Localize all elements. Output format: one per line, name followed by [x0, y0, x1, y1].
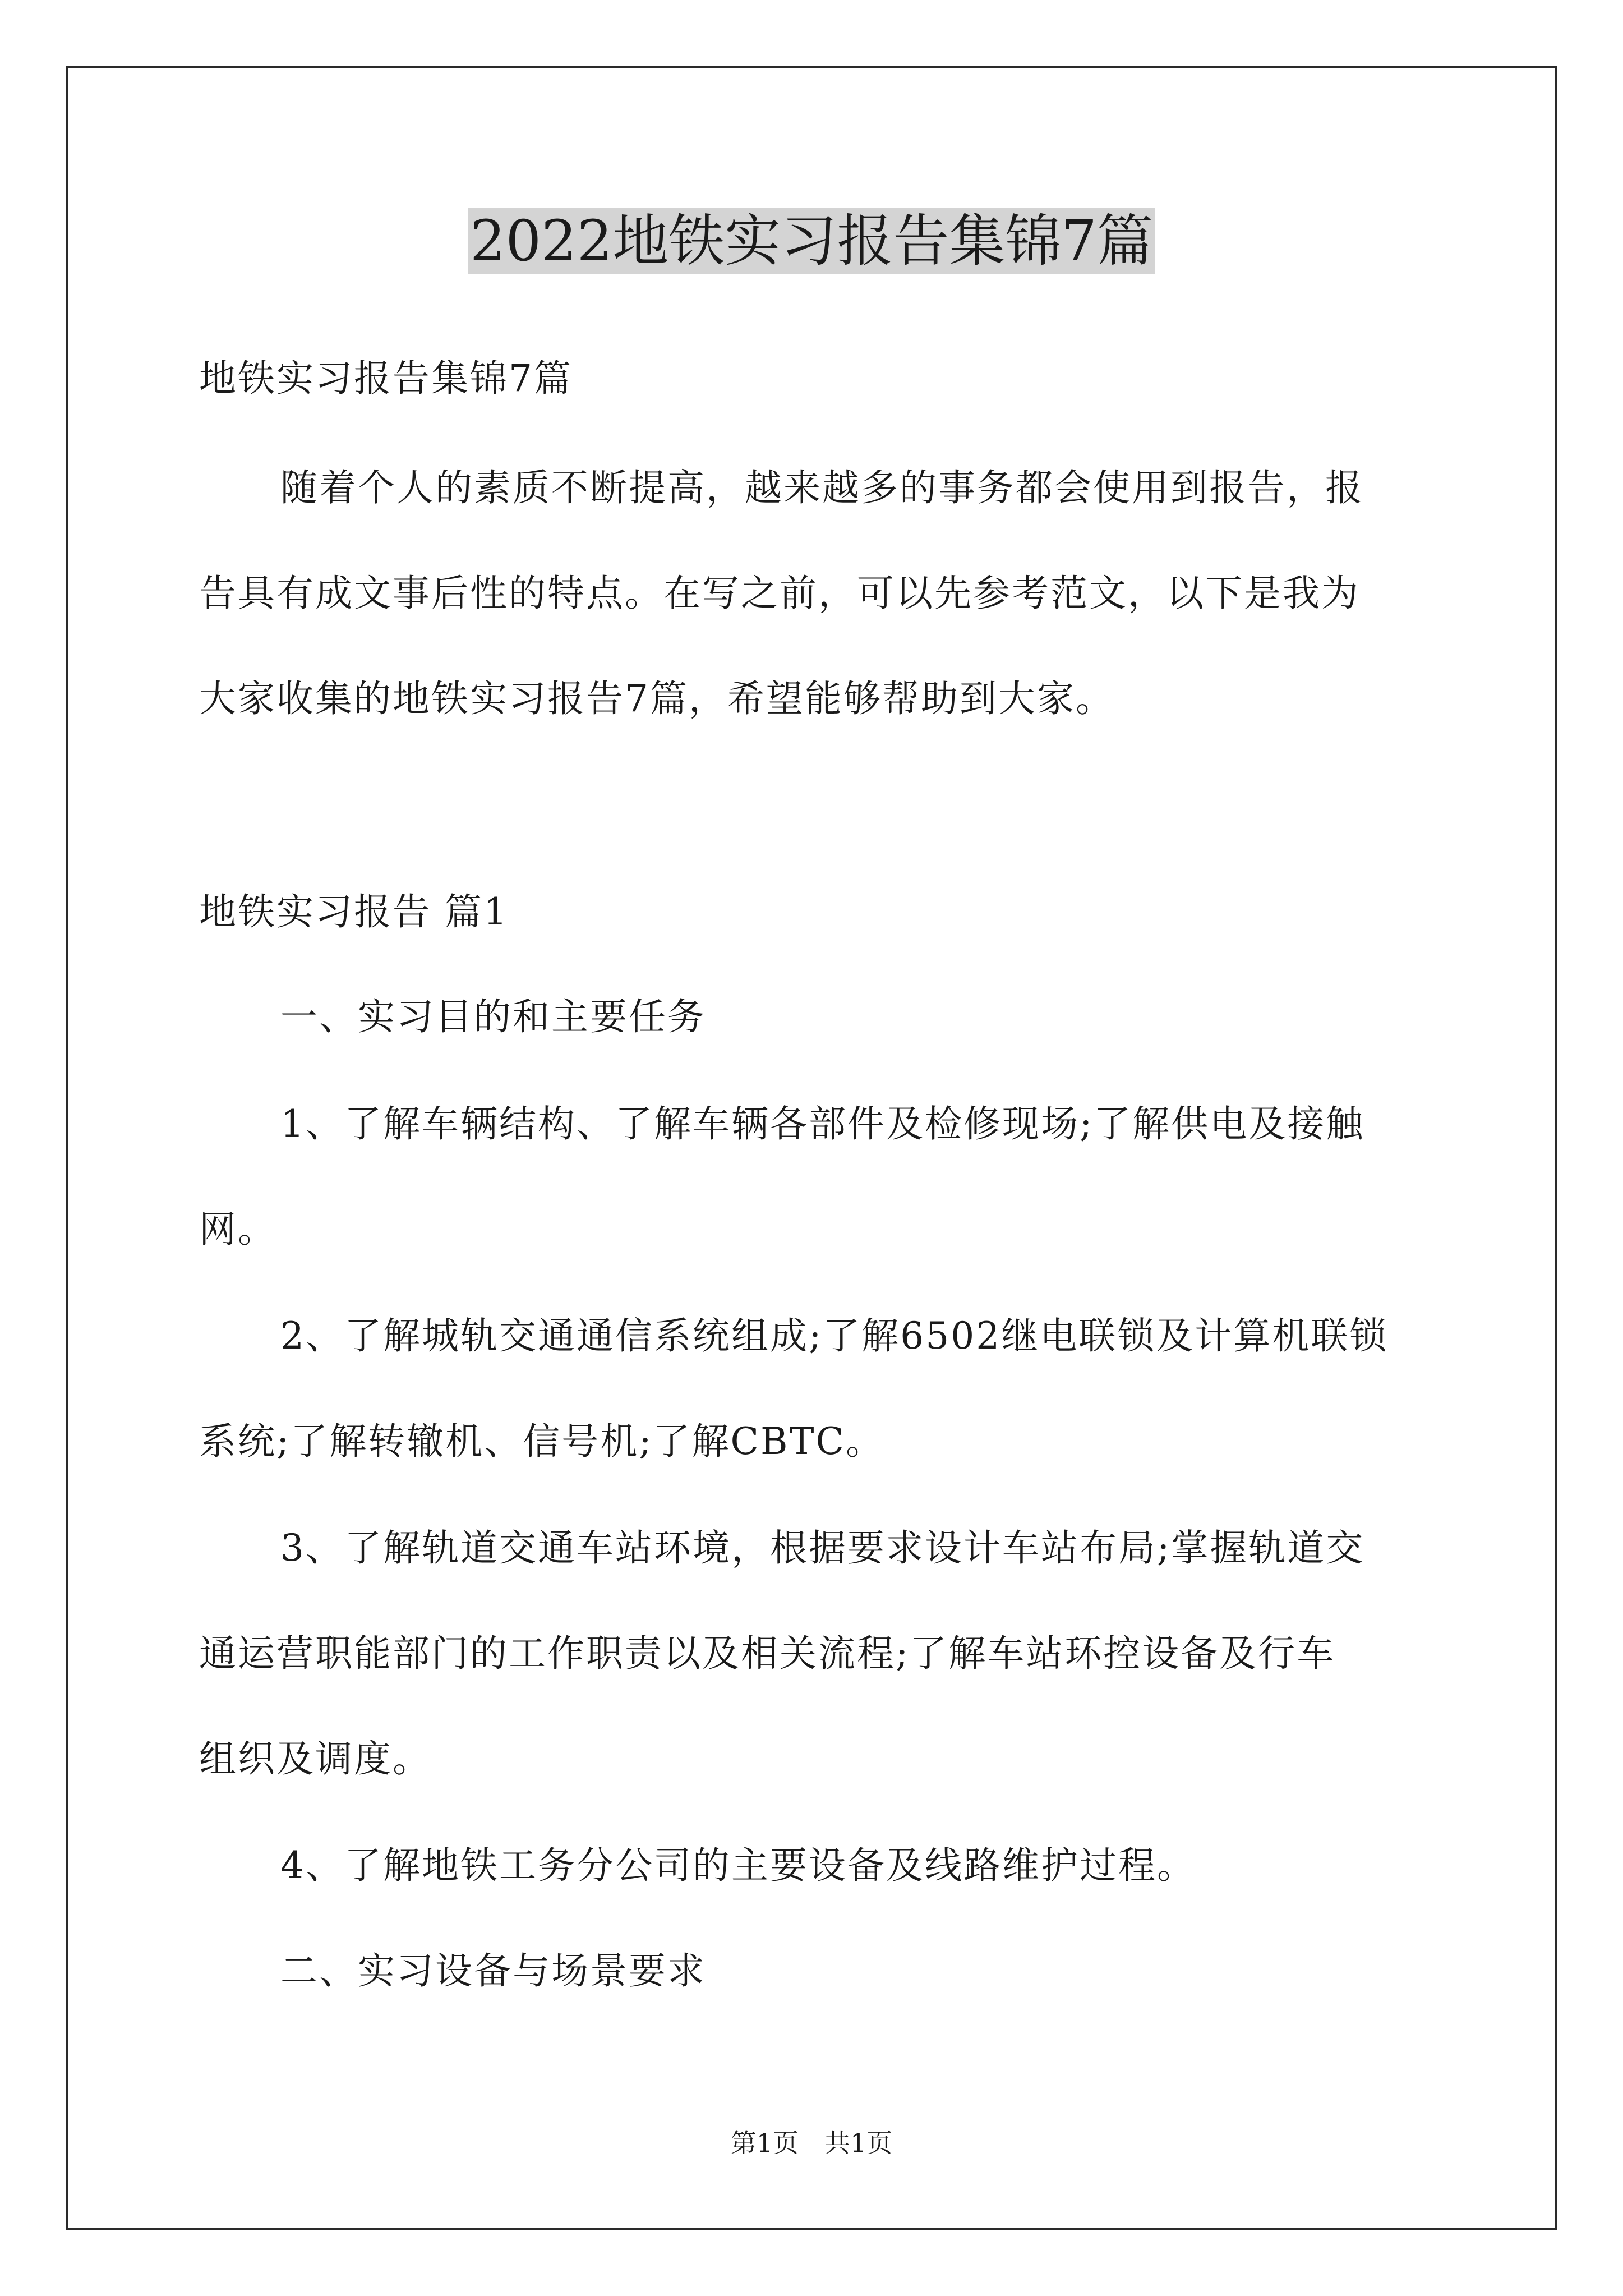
body-line: 1、了解车辆结构、了解车辆各部件及检修现场;了解供电及接触	[280, 1102, 1365, 1145]
body-line: 通运营职能部门的工作职责以及相关流程;了解车站环控设备及行车	[199, 1632, 1336, 1675]
body-line: 组织及调度。	[199, 1737, 431, 1780]
section-heading: 地铁实习报告 篇1	[199, 890, 509, 933]
body-line: 网。	[199, 1208, 276, 1251]
body-line: 系统;了解转辙机、信号机;了解CBTC。	[199, 1420, 884, 1463]
body-line: 3、了解轨道交通车站环境，根据要求设计车站布局;掌握轨道交	[280, 1526, 1365, 1570]
body-line: 二、实习设备与场景要求	[280, 1949, 706, 1993]
page-footer: 第1页 共1页	[730, 2128, 893, 2158]
subtitle: 地铁实习报告集锦7篇	[199, 357, 573, 400]
document-title	[0, 202, 1623, 280]
intro-line: 随着个人的素质不断提高，越来越多的事务都会使用到报告，报	[280, 466, 1364, 509]
title-highlight: 2022地铁实习报告集锦7篇	[468, 208, 1155, 274]
body-line: 4、了解地铁工务分公司的主要设备及线路维护过程。	[280, 1844, 1196, 1887]
intro-line: 告具有成文事后性的特点。在写之前，可以先参考范文，以下是我为	[199, 572, 1360, 615]
intro-line: 大家收集的地铁实习报告7篇，希望能够帮助到大家。	[199, 677, 1114, 720]
body-line: 2、了解城轨交通通信系统组成;了解6502继电联锁及计算机联锁	[280, 1314, 1389, 1358]
body-line: 一、实习目的和主要任务	[280, 995, 706, 1038]
